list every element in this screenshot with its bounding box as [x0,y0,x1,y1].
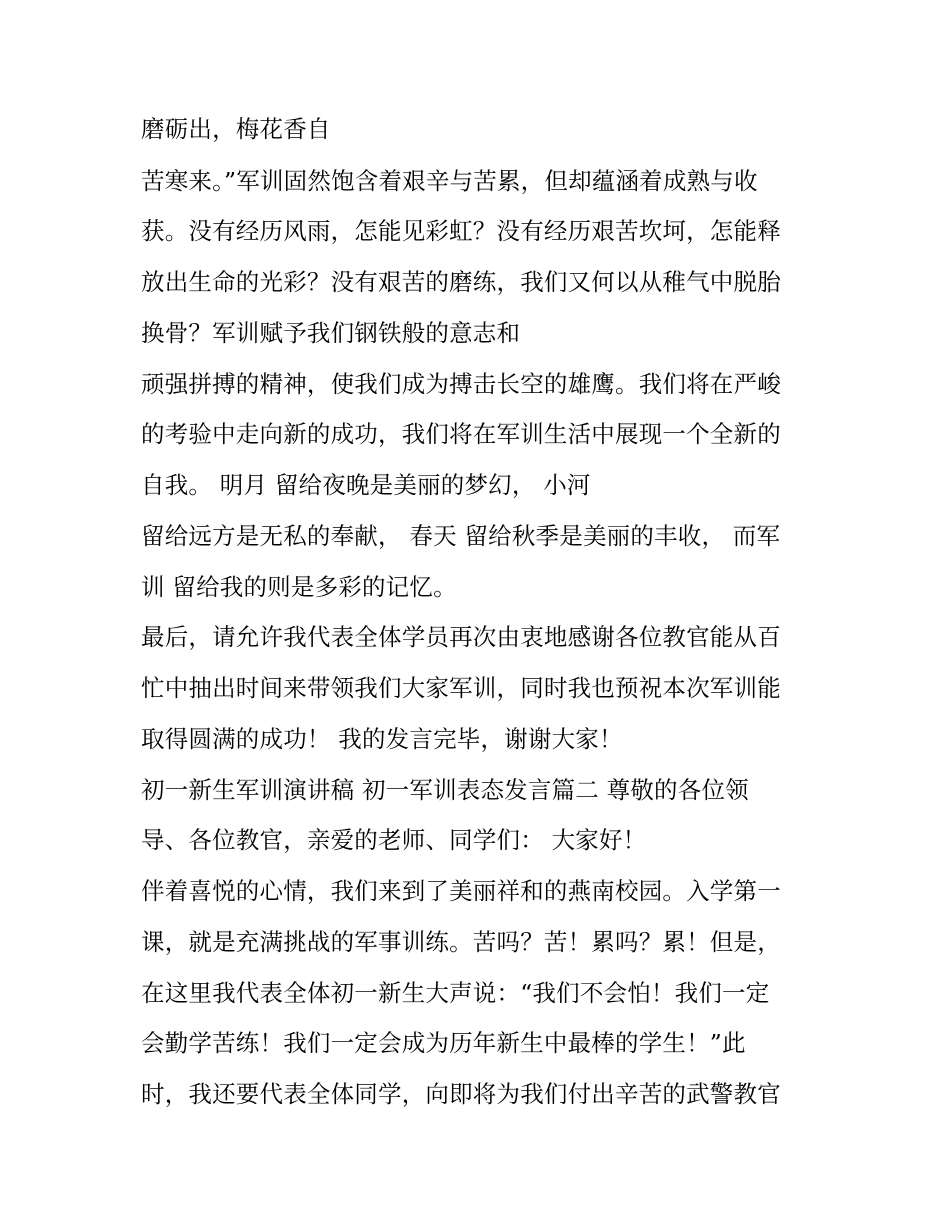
text-line: 顽强拼搏的精神，使我们成为搏击长空的雄鹰。我们将在严峻 [141,370,781,398]
text-line: 苦寒来。”军训固然饱含着艰辛与苦累，但却蕴涵着成熟与收 [141,167,758,195]
text-line: 换骨？军训赋予我们钢铁般的意志和 [141,319,521,347]
text-line: 最后，请允许我代表全体学员再次由衷地感谢各位教官能从百 [141,623,781,651]
text-line: 放出生命的光彩？没有艰苦的磨练，我们又何以从稚气中脱胎 [141,268,781,296]
text-line: 磨砺出，梅花香自 [141,115,331,143]
text-line: 留给远方是无私的奉献， 春天 留给秋季是美丽的丰收， 而军 [141,522,781,550]
text-line: 的考验中走向新的成功，我们将在军训生活中展现一个全新的 [141,420,781,448]
text-line: 导、各位教官，亲爱的老师、同学们： 大家好！ [141,826,647,854]
text-line: 在这里我代表全体初一新生大声说：“我们不会怕！我们一定 [141,979,770,1007]
text-line: 取得圆满的成功！ 我的发言完毕，谢谢大家！ [141,725,623,753]
text-line: 初一新生军训演讲稿 初一军训表态发言篇二 尊敬的各位领 [141,776,749,804]
text-line: 自我。 明月 留给夜晚是美丽的梦幻， 小河 [141,471,591,499]
text-line: 时，我还要代表全体同学，向即将为我们付出辛苦的武警教官 [141,1080,781,1108]
text-line: 忙中抽出时间来带领我们大家军训，同时我也预祝本次军训能 [141,674,781,702]
text-line: 会勤学苦练！我们一定会成为历年新生中最棒的学生！”此 [141,1029,746,1057]
text-line: 训 留给我的则是多彩的记忆。 [141,573,457,601]
text-line: 获。没有经历风雨，怎能见彩虹？没有经历艰苦坎坷，怎能释 [141,217,781,245]
text-line: 课，就是充满挑战的军事训练。苦吗？苦！累吗？累！但是， [141,928,781,956]
text-line: 伴着喜悦的心情，我们来到了美丽祥和的燕南校园。入学第一 [141,877,781,905]
